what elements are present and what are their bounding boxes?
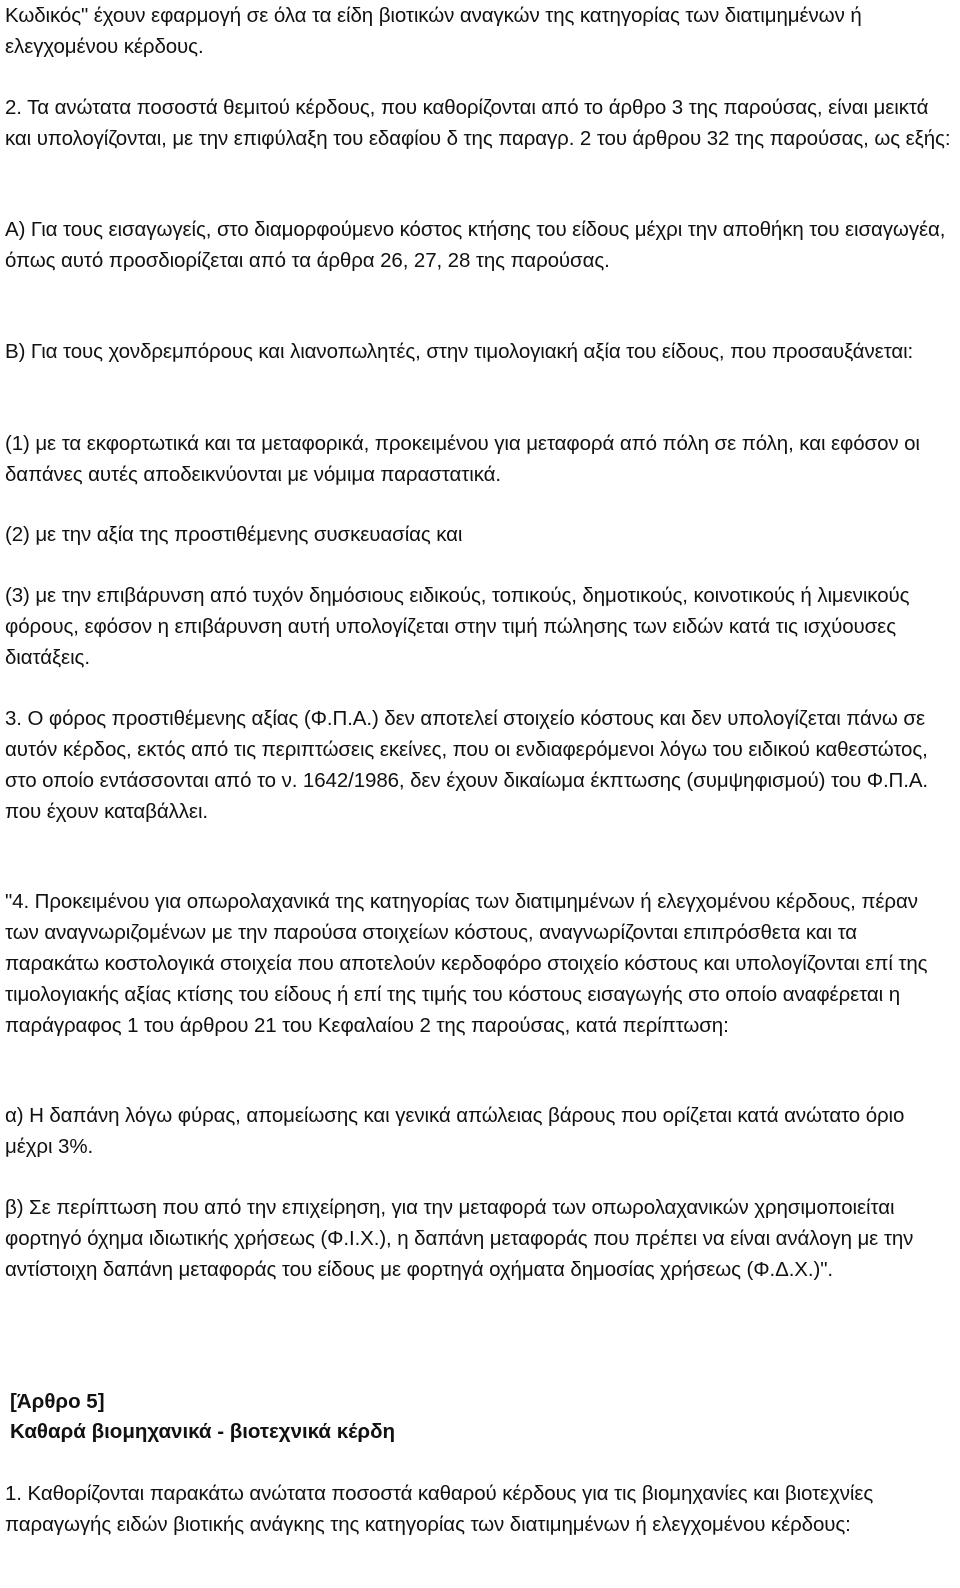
paragraph-2: 2. Τα ανώτατα ποσοστά θεμιτού κέρδους, που καθορίζονται από το άρθρο 3 της παρούσας, είναι μεικτά και υπολογίζονται, με την επιφύλαξη του εδαφίου δ της παραγρ. 2 του άρθρου 32 της παρούσας, ως εξής: (5, 96, 951, 150)
paragraph-2b: Β) Για τους χονδρεμπόρους και λιανοπωλητές, στην τιμολογιακή αξία του είδους, που προσαυξάνεται: (5, 340, 914, 363)
article-number: [Άρθρο 5] (10, 1390, 105, 1413)
paragraph-3: 3. Ο φόρος προστιθέμενης αξίας (Φ.Π.Α.) δεν αποτελεί στοιχείο κόστους και δεν υπολογίζεται πάνω σε αυτόν κέρδος, εκτός από τις περιπτώσεις εκείνες, που οι ενδιαφερόμενοι λόγω του ειδικού καθεστώτος, στο οποίο εντάσσονται από το ν. 1642/1986, δεν έχουν δικαίωμα έκπτωσης (συμψηφισμού) του Φ.Π.Α. που έχουν καταβάλλει. (5, 707, 929, 823)
article-title: Καθαρά βιομηχανικά - βιοτεχνικά κέρδη (10, 1420, 396, 1443)
paragraph-4a: α) Η δαπάνη λόγω φύρας, απομείωσης και γενικά απώλειας βάρους που ορίζεται κατά ανώτατο όριο μέχρι 3%. (5, 1104, 905, 1158)
paragraph-2a: Α) Για τους εισαγωγείς, στο διαμορφούμενο κόστος κτήσης του είδους μέχρι την αποθήκη του εισαγωγέα, όπως αυτό προσδιορίζεται από τα άρθρα 26, 27, 28 της παρούσας. (5, 218, 946, 272)
paragraph-2b-1: (1) με τα εκφορτωτικά και τα μεταφορικά, προκειμένου για μεταφορά από πόλη σε πόλη, και εφόσον οι δαπάνες αυτές αποδεικνύονται με νόμιμα παραστατικά. (5, 432, 920, 486)
paragraph-4: "4. Προκειμένου για οπωρολαχανικά της κατηγορίας των διατιμημένων ή ελεγχομένου κέρδους, πέραν των αναγνωριζομένων με την παρούσα στοιχείων κόστους, αναγνωρίζονται επιπρόσθετα και τα παρακάτω κοστολογικά στοιχεία που αποτελούν κερδοφόρο στοιχείο κόστους και υπολογίζονται επί της τιμολογιακής αξίας κτίσης του είδους ή επί της τιμής του κόστους εισαγωγής στο οποίο αναφέρεται η παράγραφος 1 του άρθρου 21 του Κεφαλαίου 2 της παρούσας, κατά περίπτωση: (5, 890, 928, 1037)
article-paragraph-1: 1. Καθορίζονται παρακάτω ανώτατα ποσοστά καθαρού κέρδους για τις βιομηχανίες και βιοτεχνίες παραγωγής ειδών βιοτικής ανάγκης της κατηγορίας των διατιμημένων ή ελεγχομένου κέρδους: (5, 1482, 874, 1536)
paragraph-4b: β) Σε περίπτωση που από την επιχείρηση, για την μεταφορά των οπωρολαχανικών χρησιμοποιείται φορτηγό όχημα ιδιωτικής χρήσεως (Φ.Ι.Χ.), η δαπάνη μεταφοράς που πρέπει να είναι ανάλογη με την αντίστοιχη δαπάνη μεταφοράς του είδους με φορτηγά οχήματα δημοσίας χρήσεως (Φ.Δ.Χ.)". (5, 1196, 914, 1281)
paragraph-2b-3: (3) με την επιβάρυνση από τυχόν δημόσιους ειδικούς, τοπικούς, δημοτικούς, κοινοτικούς ή λιμενικούς φόρους, εφόσον η επιβάρυνση αυτή υπολογίζεται στην τιμή πώλησης των ειδών κατά τις ισχύουσες διατάξεις. (5, 584, 910, 669)
paragraph-2b-2: (2) με την αξία της προστιθέμενης συσκευασίας και (5, 523, 463, 546)
paragraph-intro: Κωδικός" έχουν εφαρμογή σε όλα τα είδη βιοτικών αναγκών της κατηγορίας των διατιμημένων ή ελεγχομένου κέρδους. (5, 4, 862, 58)
